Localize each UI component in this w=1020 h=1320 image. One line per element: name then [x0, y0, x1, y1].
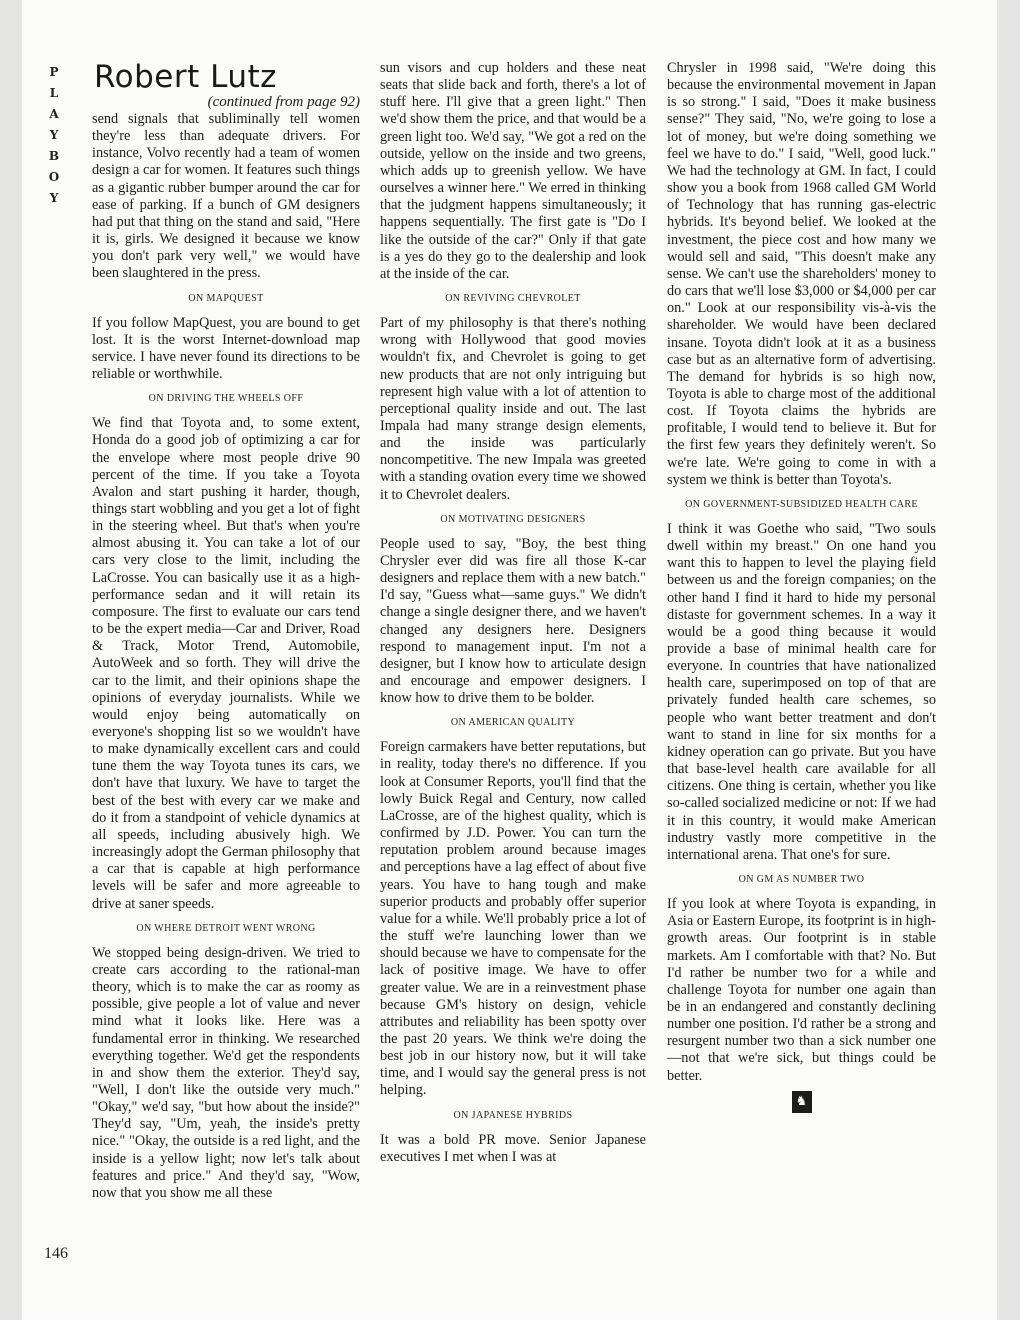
column-2 — [380, 60, 646, 1166]
brand-letter: A — [49, 107, 59, 121]
brand-letter: P — [49, 65, 59, 79]
paragraph: Foreign carmakers have better reputations, but in reality, today there's no difference. If you look at Consumer Reports, you'll find that the lowly Buick Regal and Century, now called LaCrosse, are of the highest quality, which is confirmed by J.D. Power. You can turn the reputation problem around because images and perceptions have a lag effect of about five years. You have to hang tough and make superior products and probably offer superior value for a while. We'll probably price a lot of the stuff we're launching lower than we should because we have to compensate for the lack of positive image. We have to offer greater value. We are in a reinvestment phase because GM's history on design, vehicle attributes and reliability has been spotty over the past 20 years. We think we're doing the best job in our history now, but it will take time, and I would say the general press is not helping. — [380, 739, 646, 1099]
paragraph: send signals that subliminally tell women they're less than adequate drivers. For instance, Volvo recently had a team of women design a car for women. It features such things as a gigantic rubber bumper around the car for ease of parking. If a bunch of GM designers had put that thing on the stand and said, "Here it is, girls. We designed it because we know you don't park very well," we would have been slaughtered in the press. — [92, 111, 360, 282]
article-title: Robert Lutz — [94, 59, 277, 95]
section-heading: ON DRIVING THE WHEELS OFF — [148, 393, 304, 405]
paragraph: We find that Toyota and, to some extent, Honda do a good job of optimizing a car for the envelope where most people drive 90 percent of the time. If you take a Toyota Avalon and start pushing it harder, though, things start wobbling and you get a lot of fight in the steering wheel. But that's when you're almost abusing it. You can take a lot of our cars very close to the limit, including the LaCrosse. You can basically use it as a high-performance sedan and it will retain its composure. The first to evaluate our cars tend to be the expert media—Car and Driver, Road & Track, Motor Trend, Automobile, AutoWeek and so forth. They will drive the car to the limit, and their opinions shape the opinions of everyday journalists. While we would enjoy being automatically on everyone's shopping list so we wouldn't have to make dynamically excellent cars and could tune them the way Toyota tunes its cars, we don't have that luxury. We have to target the best of the best with every car we make and do it from a standpoint of vehicle dynamics at all speeds, including abusively high. We increasingly adopt the German philosophy that a car that is capable at high performance levels will be safer and more agreeable to drive at saner speeds. — [92, 415, 361, 912]
paragraph: People used to say, "Boy, the best thing Chrysler ever did was fire all those K-car designers and replace them with a new batch." I'd say, "Guess what—same guys." We didn't change a single designer there, and we haven't changed any designers here. Designers respond to management input. I'm not a designer, but I know how to articulate design and encourage and empower designers. I know how to drive them to be bolder. — [380, 535, 646, 707]
magazine-brand-vertical — [44, 62, 64, 209]
section-heading: ON WHERE DETROIT WENT WRONG — [136, 922, 316, 934]
section-heading: ON JAPANESE HYBRIDS — [453, 1109, 573, 1121]
brand-letter: Y — [49, 191, 59, 205]
paragraph: Chrysler in 1998 said, "We're doing this because the environmental movement in Japan is so strong." I said, "Does it make business sense?" They said, "No, we're going to lose a lot of money, but we're doing something we feel we have to do." I said, "Well, good luck." We had the technology at GM. In fact, I could show you a book from 1968 called GM World of Technology that has running gas-electric hybrids. It's beyond belief. We looked at the investment, the piece cost and how many we would sell and said, "This doesn't make any sense. We can't use the shareholders' money to do cars that we'll lose $3,000 or $4,000 per car on." Look at our responsibility vis-à-vis the shareholder. We would have been declared insane. Toyota didn't look at it as a business case but as an alternative form of advertising. The demand for hybrids is so high now, Toyota is able to charge most of the additional cost. If Toyota claims the hybrids are profitable, I would tend to believe it. But for the first few years they definitely weren't. So we're late. We're going to come in with a system we think is better than Toyota's. — [667, 60, 936, 488]
brand-letter: B — [48, 149, 60, 163]
page-number: 146 — [44, 1245, 68, 1262]
brand-letter: Y — [49, 128, 59, 142]
paragraph: I think it was Goethe who said, "Two souls dwell within my breast." On one hand you want this to happen to level the playing field between us and the foreign companies; on the other hand I find it hard to hide my personal distaste for government schemes. In a way it would be a good thing because it would provide a base of minimal health care for everyone. In countries that have nationalized health care, superimposed on top of that are privately funded health care schemes, so people who want better treatment and don't want to stand in line for six months for a kidney operation can go private. But you have that base-level health care available for all citizens. One thing is certain, whether you like so-called socialized medicine or not: If we had it in this country, it would make American industry vastly more competitive in the international arena. That one's for sure. — [667, 520, 936, 863]
brand-letter: O — [48, 170, 60, 184]
paragraph: We stopped being design-driven. We tried to create cars according to the rational-man theory, which is to make the car as roomy as possible, give people a lot of value and never mind what it looks like. Here was a fundamental error in thinking. We researched everything together. We'd get the respondents in and show them the exterior. They'd say, "Well, I don't like the outside very much." "Okay," we'd say, "but how about the inside?" They'd say, "Um, yeah, the inside's pretty nice." "Okay, the outside is a red light, and the inside is a yellow light; now let's talk about features and price." And they'd say, "Wow, now that you show me all these — [92, 944, 360, 1201]
section-heading: ON AMERICAN QUALITY — [450, 717, 576, 729]
column-3 — [667, 60, 936, 1113]
section-heading: ON GM AS NUMBER TWO — [738, 874, 865, 886]
section-heading: ON MOTIVATING DESIGNERS — [440, 513, 586, 525]
paragraph: Part of my philosophy is that there's nothing wrong with Hollywood that good movies wouldn't fix, and Chevrolet is going to get new products that are not only intriguing but represent high value with a lot of attention to perceptional quality inside and out. The last Impala had many strange design elements, and the inside was particularly noncompetitive. The new Impala was greeted with a standing ovation every time we showed it to Chevrolet dealers. — [380, 315, 646, 503]
continued-note: (continued from page 92) — [207, 94, 360, 110]
section-heading: ON REVIVING CHEVROLET — [445, 293, 581, 305]
brand-letter: L — [49, 86, 59, 100]
magazine-page — [22, 0, 997, 1320]
rabbit-head-icon: ♞ — [792, 1091, 812, 1113]
paragraph: sun visors and cup holders and these neat seats that slide back and forth, there's a lot of stuff here. I'll give that a green light." Then we'd show them the price, and that would be a green light too. We'd say, "We got a red on the outside, yellow on the inside and two greens, which adds up to greenish yellow. We have ourselves a winner here." We erred in thinking that the judgment happens simultaneously; it happens sequentially. The first gate is "Do I like the outside of the car?" Only if that gate is a yes do they go to the dealership and look at the inside of the car. — [380, 60, 646, 282]
section-heading: ON GOVERNMENT-SUBSIDIZED HEALTH CARE — [685, 498, 918, 510]
paragraph: If you follow MapQuest, you are bound to get lost. It is the worst Internet-download map service. I have never found its directions to be reliable or worthwhile. — [92, 314, 360, 383]
paragraph: If you look at where Toyota is expanding, in Asia or Eastern Europe, its footprint is in high-growth areas. Our footprint is in stable markets. Am I comfortable with that? No. But I'd rather be number two for a while and challenge Toyota for number one again than be in an endangered and constantly declining number one position. I'd rather be a strong and resurgent number two than a sick number one—not that we're sick, but things could be better. — [667, 896, 936, 1084]
section-heading: ON MAPQUEST — [188, 292, 264, 304]
paragraph: It was a bold PR move. Senior Japanese executives I met when I was at — [380, 1131, 646, 1165]
column-1 — [92, 60, 360, 1202]
